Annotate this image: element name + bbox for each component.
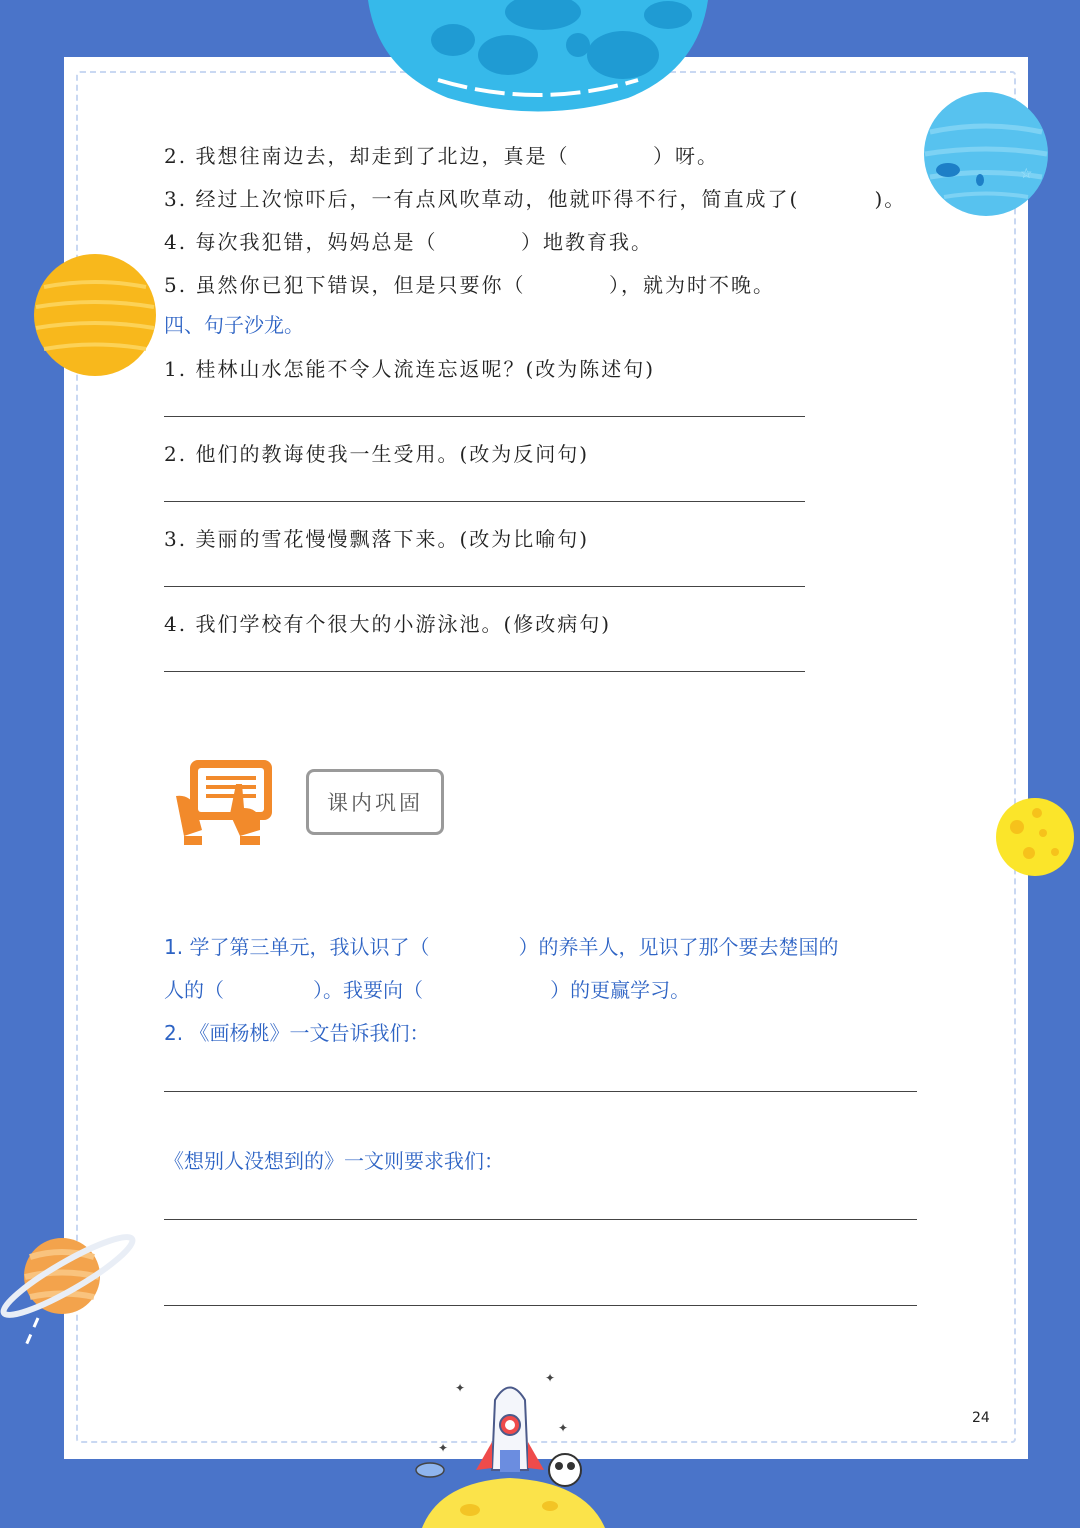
answer-line[interactable] <box>164 671 805 672</box>
consolidation-q2: 2. 《画杨桃》一文告诉我们： <box>164 1021 430 1045</box>
sentence-task-2: 2. 他们的教诲使我一生受用。(改为反问句) <box>164 442 590 466</box>
yellow-planet-left-icon <box>32 252 158 378</box>
tablet-touch-icon <box>176 756 278 848</box>
consolidation-q1-line1: 1. 学了第三单元，我认识了（ ）的养羊人，见识了那个要去楚国的 <box>164 935 839 959</box>
answer-line[interactable] <box>164 1219 917 1220</box>
sentence-task-1: 1. 桂林山水怎能不令人流连忘返呢？(改为陈述句) <box>164 357 656 381</box>
saturn-planet-icon <box>0 1232 140 1362</box>
cyan-planet-top-icon <box>368 0 708 112</box>
fill-blank-item-4: 4. 每次我犯错，妈妈总是（ ）地教育我。 <box>164 230 654 254</box>
svg-text:✦: ✦ <box>455 1381 466 1395</box>
fill-blank-item-3: 3. 经过上次惊吓后，一有点风吹草动，他就吓得不行，简直成了( )。 <box>164 187 907 211</box>
rocket-moon-illustration <box>400 1370 620 1528</box>
section-four-title: 四、句子沙龙。 <box>164 313 304 337</box>
svg-text:✦: ✦ <box>438 1441 449 1455</box>
blue-planet-right-icon <box>922 92 1050 216</box>
in-class-section-label: 课内巩固 <box>306 769 444 835</box>
page-number: 24 <box>972 1410 990 1426</box>
svg-text:✦: ✦ <box>545 1371 556 1385</box>
fill-blank-item-5: 5. 虽然你已犯下错误，但是只要你（ ），就为时不晚。 <box>164 273 776 297</box>
fill-blank-item-2: 2. 我想往南边去，却走到了北边，真是（ ）呀。 <box>164 144 720 168</box>
answer-line[interactable] <box>164 1305 917 1306</box>
consolidation-q3: 《想别人没想到的》一文则要求我们： <box>164 1149 504 1173</box>
sentence-task-4: 4. 我们学校有个很大的小游泳池。(修改病句) <box>164 612 612 636</box>
sentence-task-3: 3. 美丽的雪花慢慢飘落下来。(改为比喻句) <box>164 527 590 551</box>
answer-line[interactable] <box>164 1091 917 1092</box>
moon-right-icon <box>995 797 1075 879</box>
svg-text:☆: ☆ <box>1020 166 1033 182</box>
answer-line[interactable] <box>164 501 805 502</box>
answer-line[interactable] <box>164 416 805 417</box>
consolidation-q1-line2: 人的（ ）。我要向（ ）的更赢学习。 <box>164 978 691 1002</box>
answer-line[interactable] <box>164 586 805 587</box>
svg-text:✦: ✦ <box>558 1421 569 1435</box>
